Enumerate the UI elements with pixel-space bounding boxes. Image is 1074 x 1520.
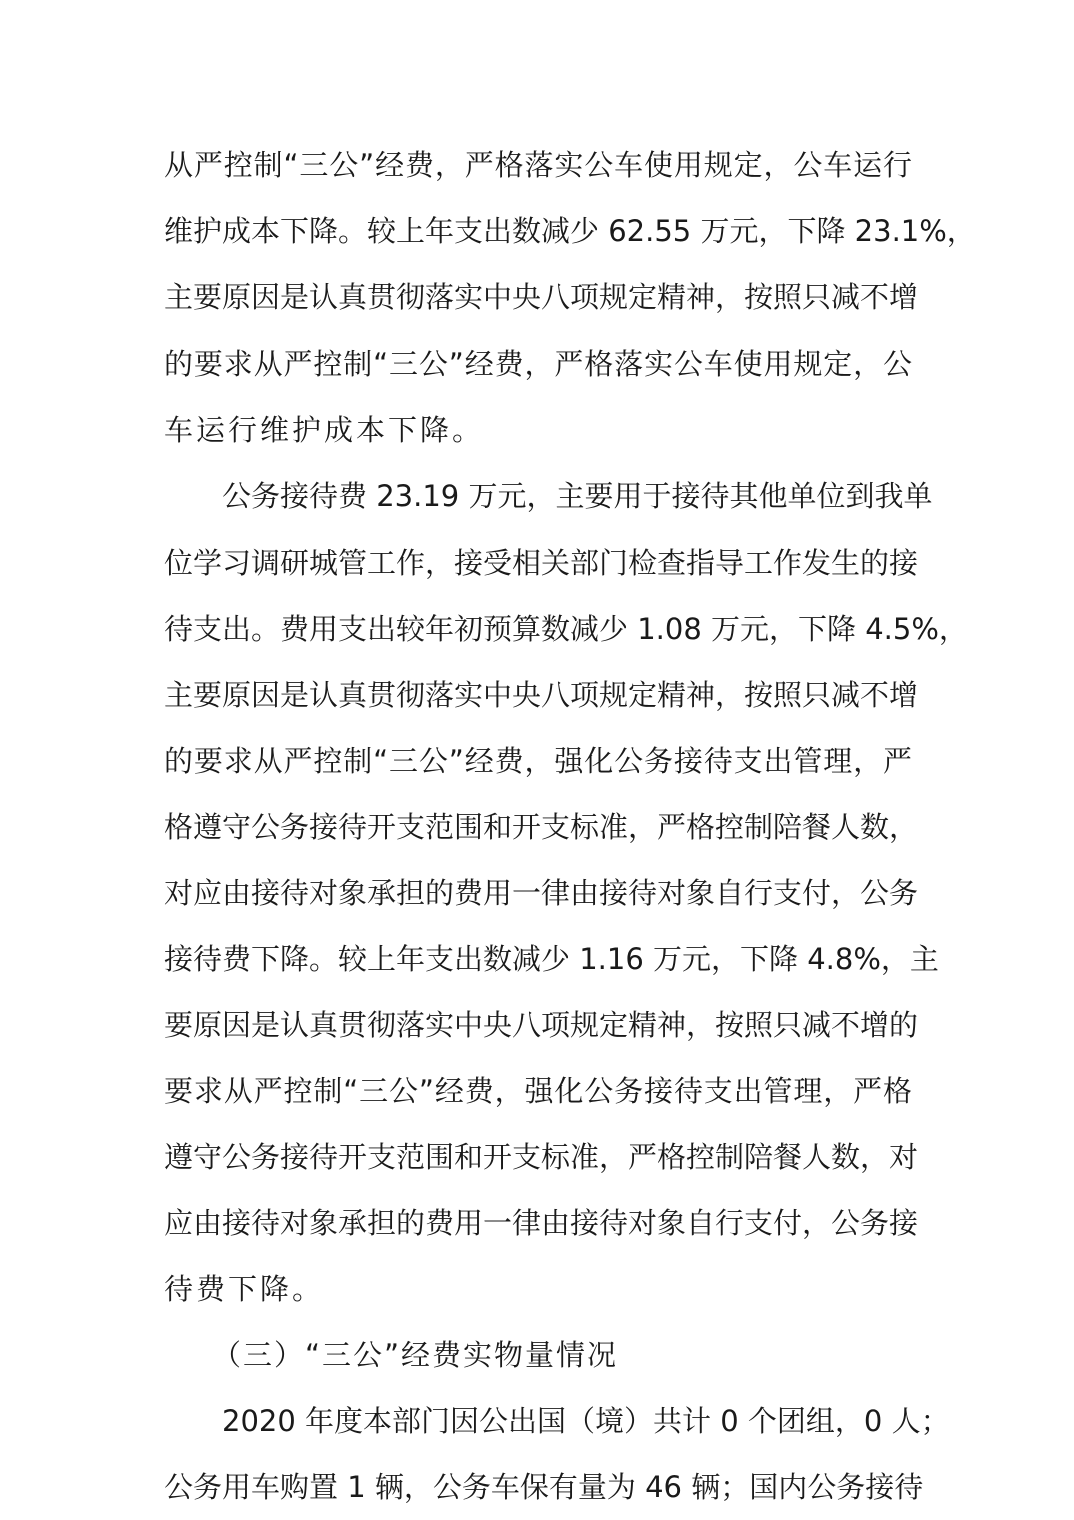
text-line: 维护成本下降。较上年支出数减少 62.55 万元，下降 23.1%， — [164, 214, 976, 248]
paragraph-first-line: 公务接待费 23.19 万元，主要用于接待其他单位到我单 — [222, 479, 933, 513]
text-line: 待费下降。 — [164, 1272, 325, 1306]
text-line: 从严控制“三公”经费，严格落实公车使用规定，公车运行 — [164, 148, 912, 182]
text-line: 的要求从严控制“三公”经费，严格落实公车使用规定，公 — [164, 347, 912, 381]
text-line: 待支出。费用支出较年初预算数减少 1.08 万元，下降 4.5%， — [164, 612, 968, 646]
text-line: 的要求从严控制“三公”经费，强化公务接待支出管理，严 — [164, 744, 912, 778]
text-line: 接待费下降。较上年支出数减少 1.16 万元，下降 4.8%，主 — [164, 942, 939, 976]
text-line: 公务用车购置 1 辆，公务车保有量为 46 辆；国内公务接待 — [164, 1470, 924, 1504]
text-line: 要求从严控制“三公”经费，强化公务接待支出管理，严格 — [164, 1074, 912, 1108]
paragraph-first-line: 2020 年度本部门因公出国（境）共计 0 个团组，0 人； — [222, 1404, 950, 1438]
text-line: 对应由接待对象承担的费用一律由接待对象自行支付，公务 — [164, 876, 919, 910]
text-line: 格遵守公务接待开支范围和开支标准，严格控制陪餐人数， — [164, 810, 919, 844]
text-line: 要原因是认真贯彻落实中央八项规定精神，按照只减不增的 — [164, 1008, 919, 1042]
text-line: 遵守公务接待开支范围和开支标准，严格控制陪餐人数，对 — [164, 1140, 919, 1174]
text-line: 主要原因是认真贯彻落实中央八项规定精神，按照只减不增 — [164, 280, 919, 314]
text-line: 主要原因是认真贯彻落实中央八项规定精神，按照只减不增 — [164, 678, 919, 712]
text-line: 应由接待对象承担的费用一律由接待对象自行支付，公务接 — [164, 1206, 919, 1240]
text-line: 车运行维护成本下降。 — [164, 413, 485, 447]
section-heading: （三）“三公”经费实物量情况 — [212, 1338, 619, 1372]
text-line: 位学习调研城管工作，接受相关部门检查指导工作发生的接 — [164, 546, 919, 580]
